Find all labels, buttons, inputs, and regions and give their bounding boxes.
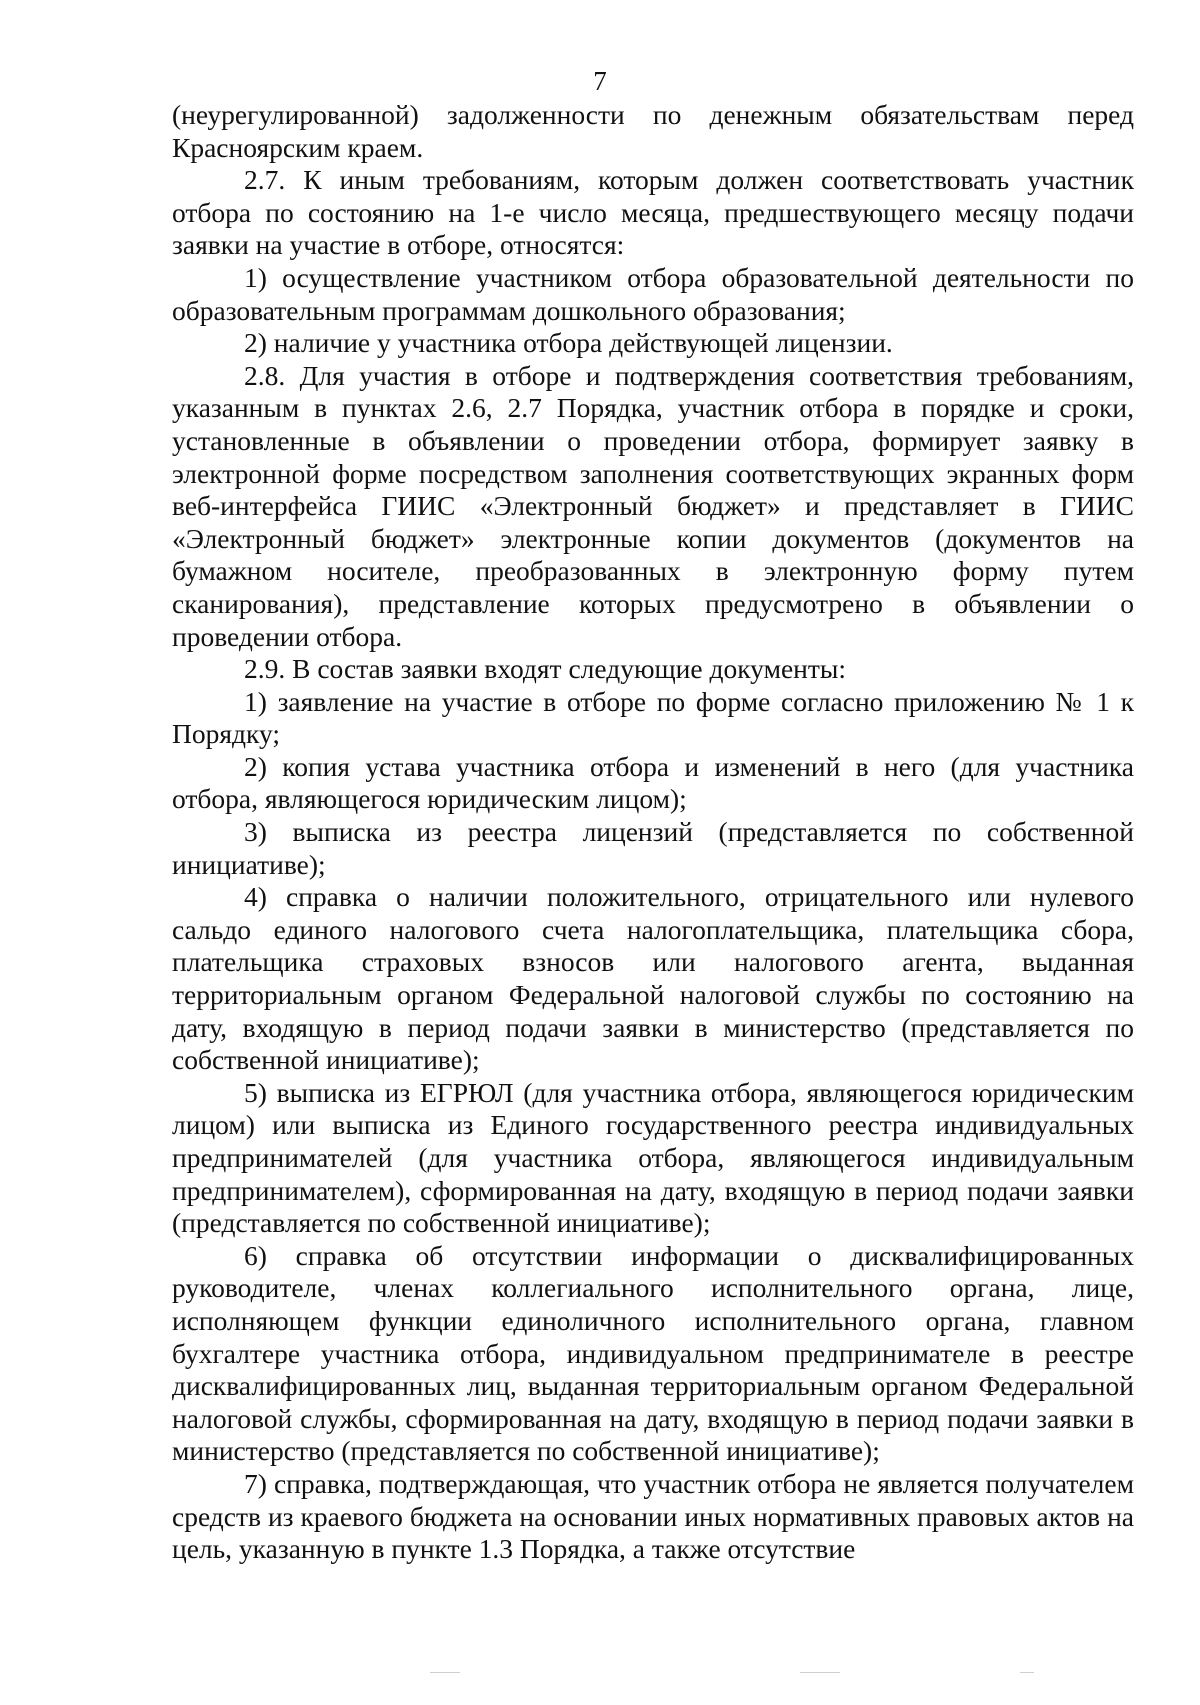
paragraph-2-9-item-6: 6) справка об отсутствии информации о дисквалифицированных руководителе, членах коллегиального исполнительного органа, лице, исполняющем функции единоличного исполнительного органа, главном бухгалтере участника отбора, индивидуальном предпринимателе в реестре дисквалифицированных лиц, выданная территориальным органом Федеральной налоговой службы, сформированная на дату, входящую в период подачи заявки в министерство (представляется по собственной инициативе);	[172, 1239, 1134, 1467]
paragraph-2-9-item-3: 3) выписка из реестра лицензий (представляется по собственной инициативе);	[172, 816, 1134, 880]
page-number: 7	[593, 66, 607, 96]
paragraph-2-9-item-4: 4) справка о наличии положительного, отрицательного или нулевого сальдо единого налогового счета налогоплательщика, плательщика сбора, плательщика страховых взносов или налогового агента, выданная территориальным органом Федеральной налоговой службы по состоянию на дату, входящую в период подачи заявки в министерство (представляется по собственной инициативе);	[172, 881, 1134, 1076]
paragraph-2-9: 2.9. В состав заявки входят следующие документы:	[244, 653, 847, 685]
paragraph-2-9-item-7: 7) справка, подтверждающая, что участник отбора не является получателем средств из краевого бюджета на основании иных нормативных правовых актов на цель, указанную в пункте 1.3 Порядка, а также отсутствие	[172, 1467, 1134, 1565]
paragraph-2-9-item-2: 2) копия устава участника отбора и изменений в него (для участника отбора, являющегося юридическим лицом);	[172, 750, 1134, 815]
document-body	[172, 99, 1134, 1566]
paragraph-2-9-item-1: 1) заявление на участие в отборе по форме согласно приложению № 1 к Порядку;	[172, 685, 1134, 750]
paragraph-2-7-item-2: 2) наличие у участника отбора действующей лицензии.	[244, 327, 893, 359]
paragraph-2-9-item-5: 5) выписка из ЕГРЮЛ (для участника отбора, являющегося юридическим лицом) или выписка из Единого государственного реестра индивидуальных предпринимателей (для участника отбора, являющегося индивидуальным предпринимателем), сформированная на дату, входящую в период подачи заявки (представляется по собственной инициативе);	[172, 1076, 1134, 1239]
scan-artifacts	[0, 1672, 1200, 1678]
paragraph-2-7: 2.7. К иным требованиям, которым должен соответствовать участник отбора по состоянию на 1-е число месяца, предшествующего месяцу подачи заявки на участие в отборе, относятся:	[172, 164, 1134, 261]
paragraph-2-7-item-1: 1) осуществление участником отбора образовательной деятельности по образовательным программам дошкольного образования;	[172, 261, 1134, 326]
paragraph-debt-continuation: (неурегулированной) задолженности по денежным обязательствам перед Красноярским краем.	[172, 99, 1134, 163]
paragraph-2-8: 2.8. Для участия в отборе и подтверждения соответствия требованиям, указанным в пунктах 2.6, 2.7 Порядка, участник отбора в порядке и сроки, установленные в объявлении о проведении отбора, формирует заявку в электронной форме посредством заполнения соответствующих экранных форм веб-интерфейса ГИИС «Электронный бюджет» и представляет в ГИИС «Электронный бюджет» электронные копии документов (документов на бумажном носителе, преобразованных в электронную форму путем сканирования), представление которых предусмотрено в объявлении о проведении отбора.	[172, 359, 1134, 652]
scan-mark	[1020, 1672, 1034, 1673]
scan-mark	[430, 1672, 460, 1673]
scan-mark	[800, 1672, 840, 1673]
